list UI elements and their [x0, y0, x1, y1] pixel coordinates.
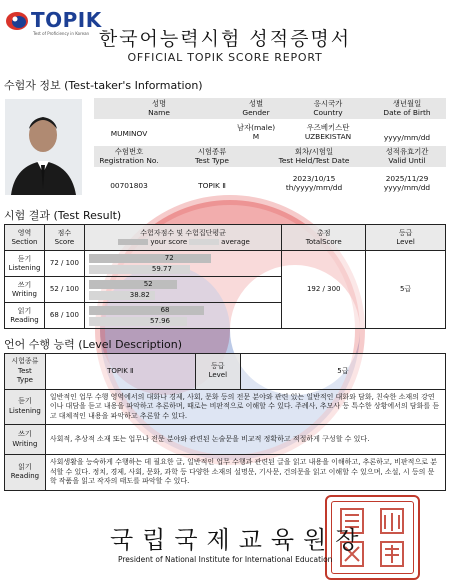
total-header: 총점 TotalScore: [282, 225, 366, 251]
level-section-label: 쓰기 Writing: [5, 425, 46, 455]
applicant-photo: [5, 99, 82, 195]
average-bar: [89, 265, 191, 274]
gender-header: 성별 Gender: [242, 99, 270, 117]
your-score-swatch: [118, 239, 148, 245]
section-result: 시험 결과 (Test Result): [4, 209, 122, 222]
graph-cell: [84, 303, 281, 329]
level-description: 일반적인 업무 수행 영역에서의 대화나 경제, 사회, 문화 등의 전문 분야와 관련 있는 일반적인 대화와 담화, 친숙한 소재의 강연이나 대담을 듣고 내용을 파악하고 추론하며, 때로는 비판적으로 이해할 수 있다. 주례사, 추모사 등 특수한 상황에서의 담화를 듣고 대체적인 내용을 파악하고 추론할 수 있다.: [45, 389, 445, 425]
gender-value: 남자(male) M: [236, 123, 276, 141]
name-header: 성명 Name: [148, 99, 170, 117]
score-cell: 52 / 100: [44, 277, 84, 303]
total-score-cell: 192 / 300: [282, 251, 366, 329]
section-test-taker: 수험자 정보 (Test-taker's Information): [4, 79, 203, 92]
graph-cell: [84, 251, 281, 277]
test-type-label: 시험종류 Test Type: [5, 354, 46, 390]
test-type-header: 시험종류 Test Type: [195, 147, 229, 165]
section-cell: 듣기 Listening: [5, 251, 45, 277]
level-row-listening: [5, 389, 446, 425]
result-header-row: [5, 225, 446, 251]
title-korean: 한국어능력시험 성적증명서: [98, 28, 352, 50]
test-type-value: TOPIK Ⅱ: [198, 181, 226, 190]
reg-no-header: 수험번호 Registration No.: [99, 147, 159, 165]
average-bar: [89, 317, 188, 326]
test-type-value: TOPIK Ⅱ: [45, 354, 195, 390]
country-header: 응시국가 Country: [313, 99, 343, 117]
average-label: 38.82: [129, 290, 150, 299]
graph-header: 수험자점수 및 수험집단평균 your score average: [84, 225, 281, 251]
test-taker-info: [94, 98, 446, 196]
logo-name: TOPIK: [31, 8, 102, 32]
your-score-bar: [89, 306, 205, 315]
score-header: 점수 Score: [44, 225, 84, 251]
level-row-writing: [5, 425, 446, 455]
average-label: 59.77: [151, 264, 172, 273]
your-score-bar: [89, 280, 177, 289]
country-value: 우즈베키스탄 UZBEKISTAN: [304, 123, 352, 141]
score-cell: 68 / 100: [44, 303, 84, 329]
level-description: 사회적, 추상적 소재 또는 업무나 전문 분야와 관련된 논술문을 비교적 정확하고 적절하게 구성할 수 있다.: [45, 425, 445, 455]
section-cell: 읽기 Reading: [5, 303, 45, 329]
graph-cell: [84, 277, 281, 303]
valid-until-header: 성적유효기간 Valid Until: [385, 147, 429, 165]
score-bar-group: [85, 304, 281, 328]
average-swatch: [189, 239, 219, 245]
valid-until-value: 2025/11/29 yyyy/mm/dd: [383, 174, 431, 192]
level-row-reading: [5, 455, 446, 491]
logo-subtitle: Test of Proficiency in Korean: [33, 31, 90, 36]
level-value: 5급: [240, 354, 445, 390]
score-bar-group: [85, 278, 281, 302]
score-cell: 72 / 100: [44, 251, 84, 277]
result-table: [4, 224, 446, 329]
your-score-label: 52: [143, 279, 153, 288]
dob-value: yyyy/mm/dd: [383, 133, 431, 142]
test-date-value: 2023/10/15 th/yyyy/mm/dd: [285, 174, 343, 192]
level-section-label: 듣기 Listening: [5, 389, 46, 425]
average-label: 57.96: [149, 316, 171, 325]
level-section-label: 읽기 Reading: [5, 455, 46, 491]
section-level: 언어 수행 능력 (Level Description): [4, 338, 183, 351]
level-description: 사회생활을 능숙하게 수행하는 데 필요한 글, 일반적인 업무 수행과 관련된 글을 읽고 내용을 이해하고, 추론하고, 비판적으로 분석할 수 있다. 정치, 경제, 사회, 문화, 과학 등 다양한 소재의 설명문, 기사문, 건의문을 읽고 이해할 수 있으며, 소설, 시 등의 문학 작품을 읽고 작자의 태도를 파악할 수 있다.: [45, 455, 445, 491]
section-cell: 쓰기 Writing: [5, 277, 45, 303]
reg-no-value: 00701803: [110, 181, 148, 190]
dob-header: 생년월일 Date of Birth: [383, 99, 431, 117]
title-english: OFFICIAL TOPIK SCORE REPORT: [127, 51, 323, 64]
issuer-korean: 국립국제교육원장: [110, 526, 368, 554]
score-bar-group: [85, 252, 281, 276]
result-row-listening: [5, 251, 446, 277]
test-date-header: 회차/시험일 Test Held/Test Date: [278, 147, 350, 165]
section-header: 영역 Section: [5, 225, 45, 251]
level-cell: 5급: [366, 251, 446, 329]
person-photo-icon: [5, 99, 82, 195]
issuer-english: President of National Institute for International Education: [118, 555, 333, 564]
level-label: 등급 Level: [195, 354, 240, 390]
your-score-bar: [89, 254, 211, 263]
level-table: [4, 353, 446, 491]
your-score-label: 68: [160, 305, 170, 314]
level-header: 등급 Level: [366, 225, 446, 251]
your-score-label: 72: [164, 253, 174, 262]
name-value: MUMINOV: [110, 129, 148, 138]
level-header-row: [5, 354, 446, 390]
